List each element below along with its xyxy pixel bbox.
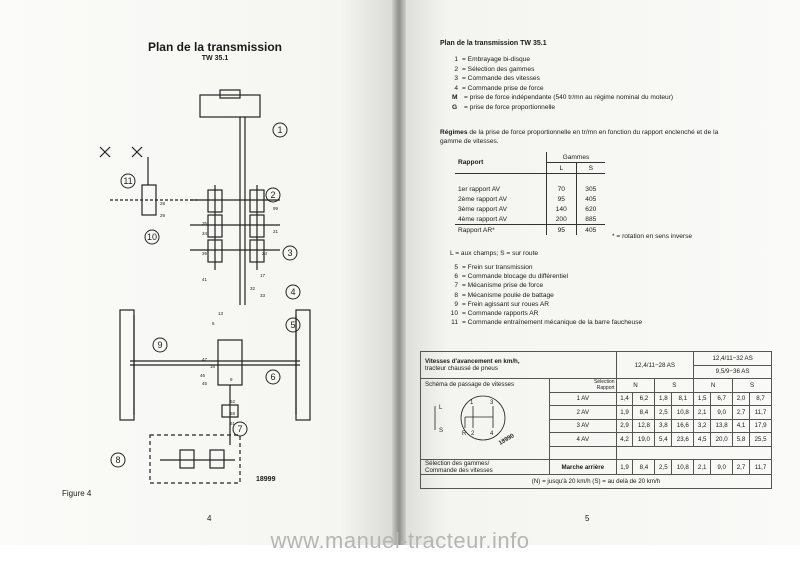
svg-text:R: R xyxy=(462,431,467,437)
gear-gate-diagram xyxy=(425,388,535,448)
speed-value: 5,8 xyxy=(733,433,750,447)
part-label: 24 xyxy=(262,251,268,256)
part-label: 61 xyxy=(230,421,236,426)
legend-item: 8 = Mécanisme poulie de battage xyxy=(454,291,554,299)
speed-value: 13,8 xyxy=(711,419,733,433)
callout-10: 10 xyxy=(146,232,158,242)
speed-value: 23,6 xyxy=(672,433,694,447)
speed-table-title: Vitesses d'avancement en km/h, xyxy=(425,358,520,365)
watermark: www.manuel-tracteur.info xyxy=(270,528,530,553)
speed-value: 8,7 xyxy=(750,392,772,406)
speed-value: 8,4 xyxy=(633,460,655,475)
speed-value: 19,0 xyxy=(633,433,655,447)
table-row: Rapport AR* 95 405 xyxy=(455,225,605,236)
speed-value: 10,8 xyxy=(672,460,694,475)
row-label: 2 AV xyxy=(550,406,617,420)
schema-label: Schéma de passage de vitesses xyxy=(425,381,515,388)
legend-subitem: G = prise de force proportionnelle xyxy=(452,103,556,111)
callout-11: 11 xyxy=(123,176,133,186)
speed-value: 9,0 xyxy=(711,406,733,420)
speed-value: 16,6 xyxy=(672,419,694,433)
table-row: 2ème rapport AV 95 405 xyxy=(455,194,605,204)
speed-value: 1,9 xyxy=(616,460,633,475)
selection-rapport-cell: Sélection Rapport xyxy=(550,379,617,393)
callout-7: 7 xyxy=(237,424,243,434)
legend-title: Plan de la transmission TW 35.1 xyxy=(440,40,547,47)
legend-item: 1 = Embrayage bi-disque xyxy=(454,56,530,63)
speed-value: 11,7 xyxy=(750,460,772,475)
book-gutter xyxy=(392,0,406,545)
tyre-header-2: 12,4/11−32 AS xyxy=(694,352,772,366)
part-label: 47 xyxy=(202,357,208,362)
diagram-subtitle: TW 35.1 xyxy=(201,55,229,62)
speed-value: 12,8 xyxy=(633,419,655,433)
speed-table-title2: tracteur chaussé de pneus xyxy=(425,365,498,372)
speed-value: 2,9 xyxy=(616,419,633,433)
svg-text:1: 1 xyxy=(470,400,474,406)
row-label: 3 AV xyxy=(550,419,617,433)
pto-regime-table: Rapport Gammes L S 1er rapport AV 70 305 2ème rapport AV 95 405 3ème rapport AV 140 620 4ème rapport AV 200 885 Rapport AR* 95 405 xyxy=(455,152,605,235)
callout-1: 1 xyxy=(277,125,283,135)
table-row: 3ème rapport AV 140 620 xyxy=(455,204,605,214)
svg-text:4: 4 xyxy=(490,431,494,437)
legend-subitem: M = prise de force indépendante (540 tr/mn au régime nominal du moteur) xyxy=(452,94,674,102)
speed-value: 3,8 xyxy=(655,419,672,433)
tyre-header-2b: 9,5/9−36 AS xyxy=(694,365,772,379)
transmission-diagram xyxy=(90,85,340,495)
diagram-number: 18999 xyxy=(256,476,276,483)
table-row: 4ème rapport AV 200 885 xyxy=(455,214,605,225)
part-label: 34 xyxy=(202,231,208,236)
speed-value: 2,5 xyxy=(655,460,672,475)
part-label: 35 xyxy=(202,221,208,226)
speed-value: 2,5 xyxy=(655,406,672,420)
part-label: 41 xyxy=(202,277,208,282)
legend-item: 9 = Frein agissant sur roues AR xyxy=(454,300,550,308)
legend-list xyxy=(440,55,740,113)
part-label: 58 xyxy=(230,411,236,416)
part-label: 52 xyxy=(230,399,236,404)
svg-text:2: 2 xyxy=(471,431,475,437)
svg-text:18990: 18990 xyxy=(498,433,516,447)
speed-value: 11,7 xyxy=(750,406,772,420)
part-label: 29 xyxy=(160,213,166,218)
legend-item: 5 = Frein sur transmission xyxy=(454,264,533,271)
speed-value: 4,2 xyxy=(616,433,633,447)
tyre-header-1: 12,4/11−28 AS xyxy=(616,352,694,379)
part-label: 9 xyxy=(230,377,233,382)
speed-value: 3,2 xyxy=(694,419,711,433)
callout-5: 5 xyxy=(290,320,296,330)
speed-value: 2,1 xyxy=(694,460,711,475)
speed-value: 10,8 xyxy=(672,406,694,420)
callout-4: 4 xyxy=(290,287,296,297)
legend-item: 6 = Commande blocage du différentiel xyxy=(454,273,568,281)
speed-value: 4,5 xyxy=(694,433,711,447)
legend-list-2 xyxy=(440,263,760,327)
gear-gate-cell xyxy=(421,379,550,460)
speed-value: 8,4 xyxy=(633,406,655,420)
speed-footnote: (N) = jusqu'à 20 km/h (S) = au delà de 20 km/h xyxy=(421,475,772,489)
diagram-title: Plan de la transmission xyxy=(147,40,283,54)
legend-item: 10 = Commande rapports AR xyxy=(450,310,539,318)
part-label: 33 xyxy=(260,293,266,298)
speed-value: 1,4 xyxy=(616,392,633,406)
table-row: 1er rapport AV 70 305 xyxy=(455,184,605,194)
callout-3: 3 xyxy=(287,248,293,258)
speed-value: 2,1 xyxy=(694,406,711,420)
part-label: 32 xyxy=(250,286,256,291)
part-label: 6 xyxy=(212,321,215,326)
part-label: 45 xyxy=(202,381,208,386)
callout-2: 2 xyxy=(270,190,276,200)
svg-text:3: 3 xyxy=(490,400,494,406)
legend-item: 7 = Mécanisme prise de force xyxy=(454,282,544,290)
speed-value: 20,0 xyxy=(711,433,733,447)
part-label: 21 xyxy=(273,229,279,234)
page-number-left: 4 xyxy=(207,514,212,523)
regimes-paragraph: Régimes de la prise de force proportionnelle en tr/mn en fonction du rapport enclenché et de la gamme de vitesses. xyxy=(440,129,719,145)
svg-text:L: L xyxy=(439,405,443,411)
legend-item: 4 = Commande prise de force xyxy=(454,84,544,92)
speed-value: 9,0 xyxy=(711,460,733,475)
table-row reverse-row: Sélection des gammes/ Commande des vitesses Marche arrière 1,9 8,4 2,5 10,8 2,1 9,0 2,7 11,7 xyxy=(421,460,772,475)
speed-value: 2,7 xyxy=(733,406,750,420)
part-label: 39 xyxy=(202,251,208,256)
part-label: 46 xyxy=(200,373,206,378)
speed-value: 25,5 xyxy=(750,433,772,447)
legend-item: 3 = Commande des vitesses xyxy=(454,75,540,83)
speed-value: 1,9 xyxy=(616,406,633,420)
speed-value: 1,8 xyxy=(655,392,672,406)
row-label: 1 AV xyxy=(550,392,617,406)
speed-value: 17,9 xyxy=(750,419,772,433)
legend-item: 11 = Commande entraînement mécanique de la barre faucheuse xyxy=(451,319,643,327)
speed-value: 5,4 xyxy=(655,433,672,447)
speed-table: Vitesses d'avancement en km/h, tracteur chaussé de pneus 12,4/11−28 AS 12,4/11−32 AS 9,5/9−36 AS Schéma de passage de vitesses 1 3 R 2 4 L S 18990 Sélection Rapport N S N S 1 AV 1,4 6,2 1,8 8,1 1,5 6,7 2,0 8,7 2 AV 1,9 8,4 2,5 10,8 2,1 9,0 2,7 11,7 3 AV 2,9 12,8 3,8 16,6 3,2 13,8 4,1 17,9 4 AV 4,2 19,0 5,4 23,6 4,5 20,0 5,8 25,5 Sélection des gammes/ Commande des vitesses Marche arrière 1,9 8,4 2,5 10,8 2,1 9,0 2,7 11,7 (N) = jusqu'à 20 km/h (S) = au delà de 20 km/h xyxy=(420,351,772,489)
part-label: 28 xyxy=(160,201,166,206)
speed-value: 2,0 xyxy=(733,392,750,406)
speed-value: 2,7 xyxy=(733,460,750,475)
svg-text:S: S xyxy=(439,428,444,434)
figure-label: Figure 4 xyxy=(62,489,92,498)
legend-item: 2 = Sélection des gammes xyxy=(454,65,535,73)
page-number-right: 5 xyxy=(585,514,590,523)
part-label: 99 xyxy=(273,206,279,211)
callout-9: 9 xyxy=(157,340,163,350)
speed-value: 4,1 xyxy=(733,419,750,433)
part-label: 13 xyxy=(218,311,224,316)
part-label: 17 xyxy=(260,273,266,278)
speed-value: 6,2 xyxy=(633,392,655,406)
row-label: 4 AV xyxy=(550,433,617,447)
speed-value: 8,1 xyxy=(672,392,694,406)
reverse-rotation-note: * = rotation en sens inverse xyxy=(612,233,693,240)
callout-8: 8 xyxy=(115,455,121,465)
range-note: L = aux champs; S = sur route xyxy=(450,250,539,257)
part-label: 16 xyxy=(210,364,216,369)
speed-value: 6,7 xyxy=(711,392,733,406)
speed-value: 1,5 xyxy=(694,392,711,406)
table-header-row xyxy=(421,352,772,366)
callout-6: 6 xyxy=(270,372,276,382)
